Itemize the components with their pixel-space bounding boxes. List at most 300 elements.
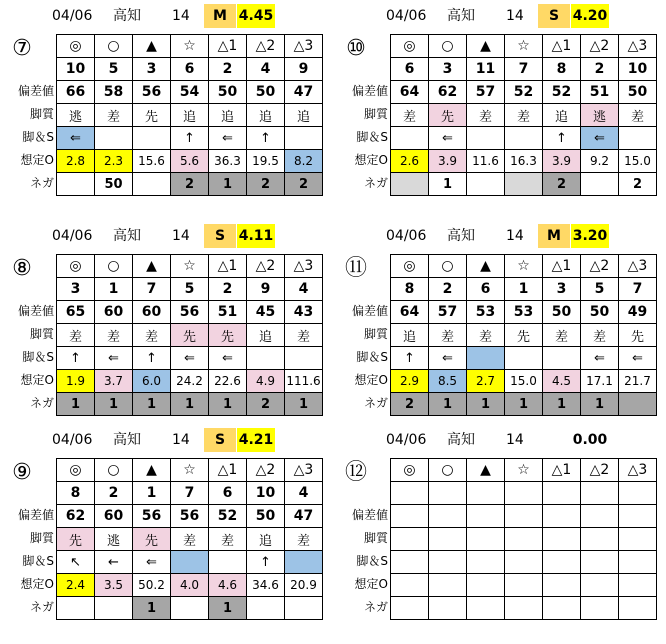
table-cell <box>581 528 619 551</box>
symbol-row <box>57 255 323 278</box>
table-cell: 8.2 <box>285 150 323 173</box>
row-label: 脚質 <box>363 531 388 545</box>
table-cell: ☆ <box>505 35 543 58</box>
table-cell <box>429 528 467 551</box>
table-cell: 9 <box>285 58 323 81</box>
grade-badge: S <box>204 224 236 248</box>
table-cell: 3 <box>57 278 95 301</box>
table-cell <box>391 551 429 574</box>
table-cell: 1 <box>467 393 505 416</box>
table-cell <box>581 551 619 574</box>
table-cell <box>467 505 505 528</box>
deviation-row <box>391 301 657 324</box>
table-cell: ○ <box>95 255 133 278</box>
table-cell <box>619 574 657 597</box>
table-cell <box>391 482 429 505</box>
table-cell <box>543 347 581 370</box>
horse-table <box>56 254 323 416</box>
table-cell: 差 <box>95 324 133 347</box>
table-cell: 47 <box>285 81 323 104</box>
table-cell: 50 <box>95 173 133 196</box>
table-cell: 2 <box>285 173 323 196</box>
table-cell: 43 <box>285 301 323 324</box>
table-cell: 56 <box>171 301 209 324</box>
negative-row <box>391 393 657 416</box>
table-cell: 6 <box>391 58 429 81</box>
row-label: 偏差値 <box>17 304 54 318</box>
race-number: 14 <box>506 8 524 24</box>
race-panel <box>334 4 666 214</box>
table-cell: 50 <box>247 81 285 104</box>
race-circle-number: ⑨ <box>12 460 32 485</box>
panel-header <box>334 4 666 28</box>
table-cell: 4.6 <box>209 574 247 597</box>
table-cell: ↑ <box>543 127 581 150</box>
horse-number-row <box>57 58 323 81</box>
table-cell: 52 <box>505 81 543 104</box>
row-label: 想定O <box>20 153 54 167</box>
table-cell: 4.9 <box>247 370 285 393</box>
table-cell: 6 <box>209 482 247 505</box>
table-cell: 差 <box>391 104 429 127</box>
table-cell <box>247 597 285 620</box>
table-cell <box>581 505 619 528</box>
table-cell: 5 <box>581 278 619 301</box>
table-cell: 1.9 <box>57 370 95 393</box>
horse-number-row <box>391 278 657 301</box>
table-cell: 差 <box>57 324 95 347</box>
table-cell <box>467 574 505 597</box>
table-cell: 2 <box>95 482 133 505</box>
race-circle-number: ⑩ <box>346 36 366 61</box>
table-cell: 先 <box>505 324 543 347</box>
table-cell: 差 <box>619 104 657 127</box>
table-cell: 5 <box>95 58 133 81</box>
table-cell: 50 <box>247 505 285 528</box>
table-cell <box>95 597 133 620</box>
horse-table <box>56 34 323 196</box>
table-cell <box>209 551 247 574</box>
table-cell: 追 <box>285 104 323 127</box>
table-cell: 追 <box>247 104 285 127</box>
table-cell: 65 <box>57 301 95 324</box>
table-cell: ☆ <box>505 459 543 482</box>
table-cell: 16.3 <box>505 150 543 173</box>
horse-number-row <box>57 482 323 505</box>
leg-speed-row <box>57 347 323 370</box>
table-cell: ○ <box>95 35 133 58</box>
table-cell: 56 <box>133 505 171 528</box>
table-cell: ○ <box>429 35 467 58</box>
table-cell: 53 <box>467 301 505 324</box>
table-cell <box>429 505 467 528</box>
table-cell <box>543 551 581 574</box>
row-label: 想定O <box>354 577 388 591</box>
table-cell: 20.9 <box>285 574 323 597</box>
table-cell: △2 <box>247 255 285 278</box>
table-cell: 15.6 <box>133 150 171 173</box>
table-cell: 51 <box>209 301 247 324</box>
score-value: 4.21 <box>237 428 275 452</box>
score-value: 4.20 <box>571 4 609 28</box>
table-cell: 2.3 <box>95 150 133 173</box>
race-number: 14 <box>172 228 190 244</box>
symbol-row <box>57 459 323 482</box>
table-cell: 4 <box>285 278 323 301</box>
table-cell: ▲ <box>467 255 505 278</box>
table-cell: ⇐ <box>429 347 467 370</box>
race-date: 04/06 <box>386 432 427 448</box>
table-cell: 54 <box>171 81 209 104</box>
panel-header <box>0 224 332 248</box>
table-cell: 52 <box>543 81 581 104</box>
table-cell: 1 <box>505 393 543 416</box>
table-cell: ↑ <box>133 347 171 370</box>
table-cell: ⇐ <box>95 347 133 370</box>
table-cell: 6 <box>467 278 505 301</box>
table-cell: ↑ <box>171 127 209 150</box>
table-cell: ↑ <box>391 347 429 370</box>
table-cell: ▲ <box>133 459 171 482</box>
table-cell: ⇐ <box>581 347 619 370</box>
table-cell: 3.7 <box>95 370 133 393</box>
table-cell: 先 <box>133 104 171 127</box>
table-cell: 1 <box>209 393 247 416</box>
table-cell: 差 <box>171 528 209 551</box>
table-cell: 先 <box>619 324 657 347</box>
race-date: 04/06 <box>52 228 93 244</box>
table-cell: 1 <box>133 393 171 416</box>
table-cell: 2 <box>247 173 285 196</box>
table-cell: ☆ <box>505 255 543 278</box>
horse-table <box>390 34 657 196</box>
race-circle-number: ⑦ <box>12 36 32 61</box>
table-cell: ⇐ <box>133 551 171 574</box>
race-number: 14 <box>506 432 524 448</box>
deviation-row <box>57 81 323 104</box>
table-cell: △1 <box>209 459 247 482</box>
symbol-row <box>391 35 657 58</box>
table-cell: 2.9 <box>391 370 429 393</box>
table-cell: 3.9 <box>543 150 581 173</box>
table-cell <box>467 597 505 620</box>
table-cell <box>247 347 285 370</box>
table-cell: 6.0 <box>133 370 171 393</box>
venue-name: 高知 <box>113 432 141 448</box>
race-circle-number: ⑪ <box>344 256 367 281</box>
table-cell: 差 <box>581 324 619 347</box>
table-cell: 差 <box>543 324 581 347</box>
leg-speed-row <box>391 347 657 370</box>
row-label: 脚質 <box>363 327 388 341</box>
grade-badge: S <box>204 428 236 452</box>
table-cell: 2 <box>543 173 581 196</box>
symbol-row <box>391 255 657 278</box>
table-cell: 2.6 <box>391 150 429 173</box>
table-cell: 56 <box>133 81 171 104</box>
table-cell <box>505 127 543 150</box>
table-cell: 7 <box>133 278 171 301</box>
venue-name: 高知 <box>113 8 141 24</box>
table-cell: 逃 <box>57 104 95 127</box>
row-label: 偏差値 <box>351 304 388 318</box>
race-panel <box>0 4 332 214</box>
race-number: 14 <box>506 228 524 244</box>
negative-row <box>57 597 323 620</box>
table-cell: 50 <box>209 81 247 104</box>
table-cell <box>543 505 581 528</box>
table-cell: ▲ <box>133 35 171 58</box>
table-cell: 1 <box>505 278 543 301</box>
race-date: 04/06 <box>52 432 93 448</box>
table-cell: 1 <box>171 393 209 416</box>
horse-number-row <box>57 278 323 301</box>
table-cell: 62 <box>57 505 95 528</box>
table-cell <box>467 482 505 505</box>
running-style-row <box>391 528 657 551</box>
horse-table <box>390 254 657 416</box>
race-number: 14 <box>172 8 190 24</box>
table-cell: 逃 <box>95 528 133 551</box>
expected-odds-row <box>391 150 657 173</box>
table-cell: 10 <box>619 58 657 81</box>
table-cell <box>619 505 657 528</box>
expected-odds-row <box>391 574 657 597</box>
table-cell: 3.5 <box>95 574 133 597</box>
table-cell: 1 <box>285 393 323 416</box>
table-cell <box>429 574 467 597</box>
deviation-row <box>391 81 657 104</box>
table-cell: 11.6 <box>467 150 505 173</box>
table-cell <box>543 528 581 551</box>
table-cell: △2 <box>247 35 285 58</box>
table-cell: △1 <box>209 255 247 278</box>
table-cell: 36.3 <box>209 150 247 173</box>
table-cell: 先 <box>209 324 247 347</box>
table-cell: ⇐ <box>581 127 619 150</box>
table-cell: ◎ <box>57 35 95 58</box>
table-cell: 5.6 <box>171 150 209 173</box>
table-cell: 57 <box>429 301 467 324</box>
table-cell: 7 <box>505 58 543 81</box>
table-cell: 先 <box>57 528 95 551</box>
row-label: ネガ <box>363 176 388 190</box>
table-cell: 差 <box>285 528 323 551</box>
table-cell <box>505 574 543 597</box>
table-cell: 2.4 <box>57 574 95 597</box>
table-cell: 50.2 <box>133 574 171 597</box>
table-cell: 2.8 <box>57 150 95 173</box>
table-cell: ⇐ <box>429 127 467 150</box>
table-cell <box>95 127 133 150</box>
row-label: ネガ <box>29 176 54 190</box>
row-label: 偏差値 <box>17 508 54 522</box>
table-cell: 8 <box>57 482 95 505</box>
race-date: 04/06 <box>386 228 427 244</box>
table-cell: 5 <box>171 278 209 301</box>
table-cell: 66 <box>57 81 95 104</box>
table-cell <box>467 528 505 551</box>
table-cell <box>171 597 209 620</box>
table-cell: 60 <box>95 301 133 324</box>
panel-header <box>334 428 666 452</box>
table-cell: 57 <box>467 81 505 104</box>
table-cell: 53 <box>505 301 543 324</box>
race-panel <box>334 224 666 434</box>
grade-badge <box>538 428 570 452</box>
negative-row <box>57 173 323 196</box>
row-label: 脚質 <box>29 327 54 341</box>
table-cell <box>171 551 209 574</box>
table-cell: △1 <box>543 255 581 278</box>
table-cell: 19.5 <box>247 150 285 173</box>
table-cell: ↖ <box>57 551 95 574</box>
negative-row <box>391 597 657 620</box>
row-label: 想定O <box>20 577 54 591</box>
table-cell: 4.5 <box>543 370 581 393</box>
table-cell: 4 <box>285 482 323 505</box>
row-label: 脚＆S <box>356 130 388 144</box>
table-cell: 3 <box>429 58 467 81</box>
horse-number-row <box>391 482 657 505</box>
table-cell: 2 <box>171 173 209 196</box>
table-cell: ◎ <box>391 255 429 278</box>
table-cell: ◎ <box>391 35 429 58</box>
table-cell: 60 <box>133 301 171 324</box>
race-circle-number: ⑫ <box>344 460 367 485</box>
table-cell: ☆ <box>171 35 209 58</box>
grade-badge: M <box>538 224 570 248</box>
table-cell: △3 <box>285 459 323 482</box>
table-cell: 差 <box>285 324 323 347</box>
table-cell: 17.1 <box>581 370 619 393</box>
table-cell: 差 <box>467 104 505 127</box>
table-cell: 3.9 <box>429 150 467 173</box>
score-value: 4.11 <box>237 224 275 248</box>
race-date: 04/06 <box>52 8 93 24</box>
table-cell <box>581 597 619 620</box>
table-cell <box>619 393 657 416</box>
table-cell: 50 <box>543 301 581 324</box>
table-cell <box>429 551 467 574</box>
race-panel <box>334 428 666 638</box>
horse-table <box>390 458 657 620</box>
table-cell <box>505 173 543 196</box>
table-cell: 58 <box>95 81 133 104</box>
table-cell: △3 <box>285 255 323 278</box>
table-cell <box>391 173 429 196</box>
table-cell <box>391 597 429 620</box>
venue-name: 高知 <box>447 432 475 448</box>
table-cell: 11 <box>467 58 505 81</box>
table-cell: 逃 <box>581 104 619 127</box>
table-cell <box>581 574 619 597</box>
table-cell: ⇐ <box>57 127 95 150</box>
leg-speed-row <box>57 551 323 574</box>
row-label: 脚質 <box>29 107 54 121</box>
table-cell <box>581 482 619 505</box>
row-label: 想定O <box>354 153 388 167</box>
table-cell <box>505 528 543 551</box>
negative-row <box>391 173 657 196</box>
table-cell <box>619 482 657 505</box>
table-cell: 2.7 <box>467 370 505 393</box>
table-cell: ◎ <box>57 459 95 482</box>
table-cell: 1 <box>95 393 133 416</box>
table-cell: 1 <box>95 278 133 301</box>
table-cell: ▲ <box>467 35 505 58</box>
table-cell <box>619 127 657 150</box>
table-cell <box>285 551 323 574</box>
score-value: 4.45 <box>237 4 275 28</box>
row-label: 脚＆S <box>22 350 54 364</box>
table-cell <box>505 347 543 370</box>
venue-name: 高知 <box>113 228 141 244</box>
table-cell <box>543 597 581 620</box>
table-cell <box>57 597 95 620</box>
expected-odds-row <box>57 150 323 173</box>
table-cell: 60 <box>95 505 133 528</box>
row-label: ネガ <box>29 396 54 410</box>
table-cell: 1 <box>209 597 247 620</box>
table-cell: 24.2 <box>171 370 209 393</box>
negative-row <box>57 393 323 416</box>
table-cell: △3 <box>285 35 323 58</box>
table-cell: 追 <box>543 104 581 127</box>
race-circle-number: ⑧ <box>12 256 32 281</box>
table-cell: △2 <box>247 459 285 482</box>
race-date: 04/06 <box>386 8 427 24</box>
table-cell: 7 <box>619 278 657 301</box>
table-cell <box>581 173 619 196</box>
table-cell: 先 <box>171 324 209 347</box>
table-cell: 1 <box>581 393 619 416</box>
table-cell: 21.7 <box>619 370 657 393</box>
table-cell: ▲ <box>467 459 505 482</box>
row-label: ネガ <box>363 600 388 614</box>
table-cell: 差 <box>505 104 543 127</box>
table-cell: 7 <box>171 482 209 505</box>
deviation-row <box>391 505 657 528</box>
horse-table <box>56 458 323 620</box>
table-cell <box>619 551 657 574</box>
table-cell <box>505 505 543 528</box>
table-cell <box>467 347 505 370</box>
table-cell: 追 <box>391 324 429 347</box>
table-cell: 追 <box>247 528 285 551</box>
table-cell <box>467 127 505 150</box>
deviation-row <box>57 505 323 528</box>
row-label: 偏差値 <box>351 508 388 522</box>
table-cell: 2 <box>619 173 657 196</box>
table-cell: 差 <box>429 324 467 347</box>
expected-odds-row <box>57 370 323 393</box>
table-cell: 追 <box>209 104 247 127</box>
table-cell <box>391 528 429 551</box>
table-cell <box>285 127 323 150</box>
table-cell <box>619 528 657 551</box>
row-label: ネガ <box>363 396 388 410</box>
table-cell: 差 <box>467 324 505 347</box>
table-cell: 2 <box>391 393 429 416</box>
table-cell: 1 <box>57 393 95 416</box>
row-label: 脚質 <box>29 531 54 545</box>
panel-header <box>0 4 332 28</box>
grade-badge: M <box>204 4 236 28</box>
table-cell: ↑ <box>247 127 285 150</box>
table-cell: 9 <box>247 278 285 301</box>
table-cell: ⇐ <box>209 127 247 150</box>
